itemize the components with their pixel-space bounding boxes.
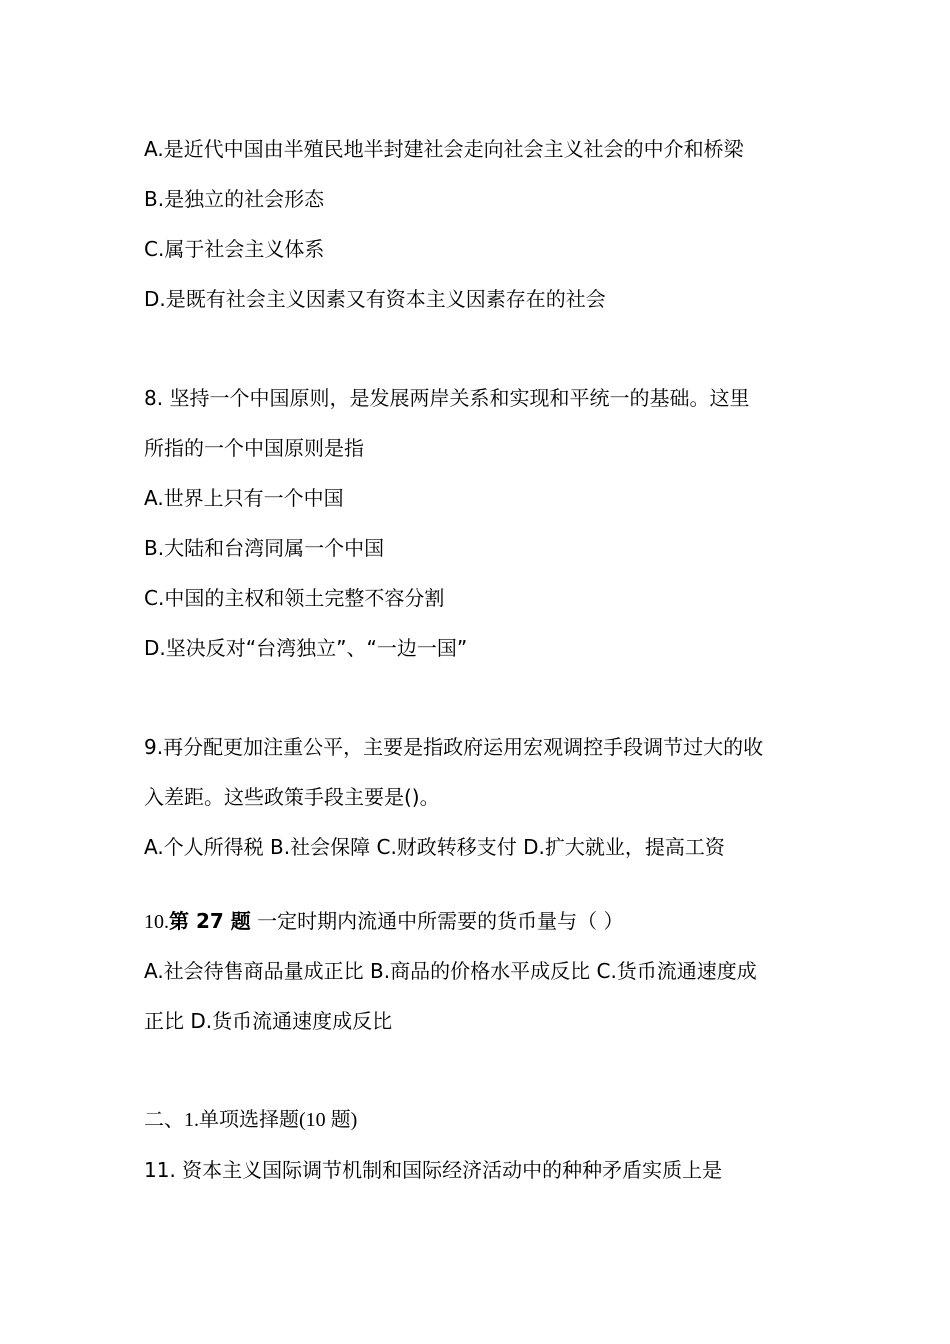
q9-stem-line2: 入差距。这些政策手段主要是()。 <box>144 785 440 809</box>
q7-option-b: B.是独立的社会形态 <box>144 187 325 211</box>
section-heading: 二、1.单项选择题(10 题) <box>144 1109 358 1131</box>
q7-option-c: C.属于社会主义体系 <box>144 237 325 261</box>
q10-options-line2: 正比 D.货币流通速度成反比 <box>144 1009 393 1033</box>
q8-stem-line2: 所指的一个中国原则是指 <box>144 436 364 460</box>
q8-option-d: D.坚决反对“台湾独立”、“一边一国” <box>144 636 468 660</box>
q8-option-a: A.世界上只有一个中国 <box>144 486 344 510</box>
q8-stem-line1: 8. 坚持一个中国原则，是发展两岸关系和实现和平统一的基础。这里 <box>144 386 750 410</box>
q8-option-b: B.大陆和台湾同属一个中国 <box>144 536 385 560</box>
q7-option-d: D.是既有社会主义因素又有资本主义因素存在的社会 <box>144 287 606 311</box>
q9-options: A.个人所得税 B.社会保障 C.财政转移支付 D.扩大就业，提高工资 <box>144 835 725 859</box>
q10-options-line1: A.社会待售商品量成正比 B.商品的价格水平成反比 C.货币流通速度成 <box>144 959 757 983</box>
q9-stem-line1: 9.再分配更加注重公平，主要是指政府运用宏观调控手段调节过大的收 <box>144 735 764 759</box>
q10-number: 10. <box>144 911 169 933</box>
q8-option-c: C.中国的主权和领土完整不容分割 <box>144 586 445 610</box>
q7-option-a: A.是近代中国由半殖民地半封建社会走向社会主义社会的中介和桥梁 <box>144 137 744 161</box>
q10-tag: 第 27 题 <box>169 909 251 933</box>
q10-stem <box>144 907 824 936</box>
q11-stem-line1: 11. 资本主义国际调节机制和国际经济活动中的种种矛盾实质上是 <box>144 1158 723 1182</box>
q10-stem-text: 一定时期内流通中所需要的货币量与（ ） <box>250 909 624 933</box>
